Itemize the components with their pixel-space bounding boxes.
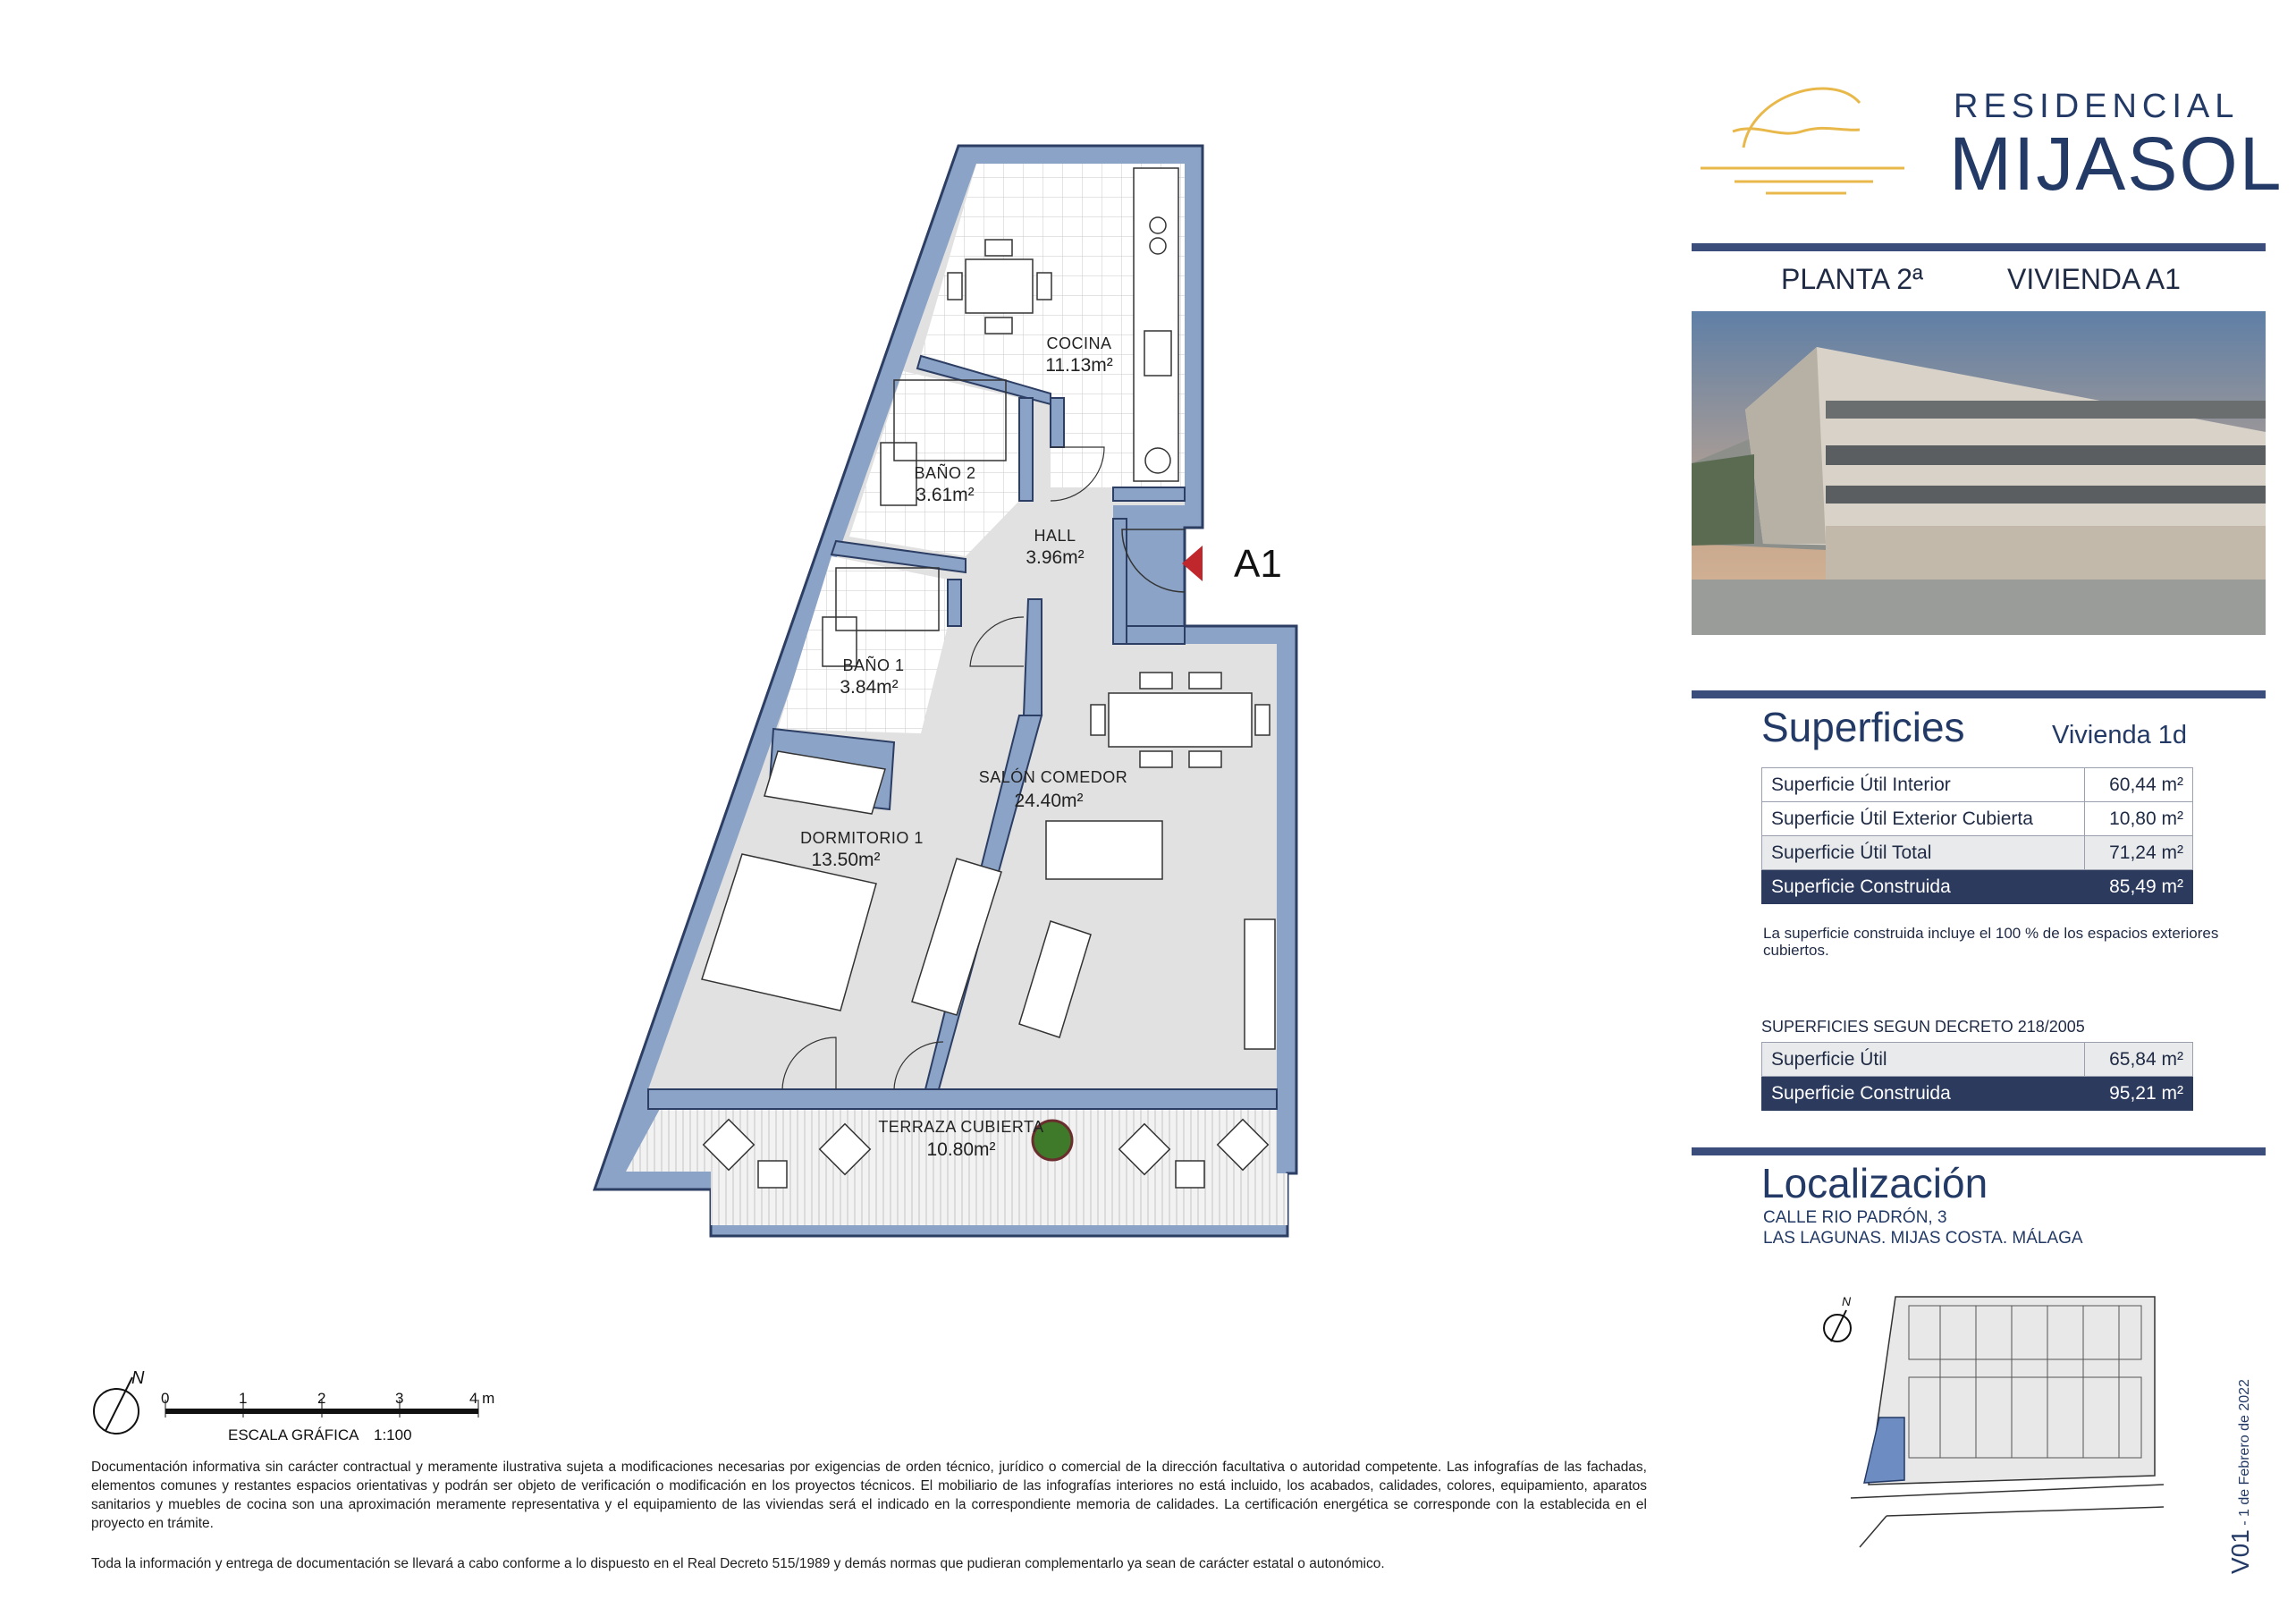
disclaimer-paragraph: Documentación informativa sin carácter contractual y meramente ilustrativa sujeta a modificaciones necesarias por exigencias de orden técnico, jurídico o comercial de la dirección facultativa o autoridad competente. Las infografías de las fachadas, elementos comunes y restantes espacios orientativas y podrán ser objeto de verificación o modificación en los proyectos técnicos. El mobiliario de las infografías interiores no está incluido, los acabados, calidades, colores, equipamiento, aparatos sanitarios y muebles de cocina son una aproximación meramente representativa y el equipamiento de las viviendas será el indicado en la correspondiente memoria de calidades. La certificación energética se corresponde con la establecida en el proyecto en trámite. [91, 1460, 1647, 1531]
room-name-dormitorio: DORMITORIO 1 [800, 829, 924, 847]
room-name-bano2: BAÑO 2 [914, 464, 976, 482]
version-date: - 1 de Febrero de 2022 [2237, 1379, 2252, 1526]
version-stamp [2226, 1379, 2255, 1574]
scale-tick: 2 [317, 1390, 326, 1407]
table-cell-label: Superficie Útil [1762, 1043, 2085, 1077]
table-cell-value: 71,24 m² [2085, 836, 2193, 870]
superficies-table [1761, 767, 2193, 904]
brand-logo-icon [1690, 67, 1913, 201]
room-area-bano2: 3.61m² [916, 485, 975, 505]
localizacion-title: Localización [1761, 1160, 1988, 1206]
scale-bar [94, 1368, 494, 1443]
scale-tick: 3 [395, 1390, 404, 1407]
table-row [1762, 1077, 2193, 1111]
table-row [1762, 836, 2193, 870]
brand-line2: MIJASOL [1949, 122, 2283, 206]
decreto-title: SUPERFICIES SEGUN DECRETO 218/2005 [1761, 1018, 2085, 1036]
room-name-hall: HALL [1034, 527, 1076, 545]
table-cell-value: 10,80 m² [2085, 802, 2193, 836]
site-plan [1815, 1279, 2164, 1556]
table-cell-value: 85,49 m² [2085, 870, 2193, 904]
divider-bar [1692, 690, 2266, 698]
table-cell-value: 95,21 m² [2085, 1077, 2193, 1111]
divider-bar [1692, 1147, 2266, 1155]
room-area-dormitorio: 13.50m² [811, 850, 881, 870]
address-line2: LAS LAGUNAS. MIJAS COSTA. MÁLAGA [1763, 1229, 2083, 1248]
disclaimer-paragraph: Toda la información y entrega de documentación se llevará a cabo conforme a lo dispuesto en el Real Decreto 515/1989 y demás normas que pudieran complementarlo ya sean de carácter estatal o autonómico. [91, 1556, 1385, 1571]
vivienda-label: VIVIENDA A1 [2007, 263, 2181, 295]
table-row [1762, 1043, 2193, 1077]
table-cell-label: Superficie Útil Exterior Cubierta [1762, 802, 2085, 836]
room-area-hall: 3.96m² [1026, 547, 1085, 568]
brand-line1: RESIDENCIAL [1954, 88, 2240, 125]
table-cell-label: Superficie Construida [1762, 870, 2085, 904]
room-area-bano1: 3.84m² [840, 677, 899, 698]
room-area-terraza: 10.80m² [926, 1139, 996, 1160]
table-cell-value: 65,84 m² [2085, 1043, 2193, 1077]
table-cell-value: 60,44 m² [2085, 768, 2193, 802]
table-row [1762, 802, 2193, 836]
address-line1: CALLE RIO PADRÓN, 3 [1763, 1208, 1947, 1227]
north-label: N [131, 1368, 145, 1388]
room-name-bano1: BAÑO 1 [842, 656, 905, 674]
superficies-note: La superficie construida incluye el 100 % de los espacios exteriores cubiertos. [1763, 925, 2219, 959]
scale-label: ESCALA GRÁFICA [228, 1426, 359, 1443]
superficies-title: Superficies [1761, 704, 1965, 750]
room-name-cocina: COCINA [1046, 334, 1112, 352]
table-row [1762, 768, 2193, 802]
table-cell-label: Superficie Útil Interior [1762, 768, 2085, 802]
scale-ratio: 1:100 [374, 1426, 412, 1443]
vivienda-type: Vivienda 1d [2052, 721, 2188, 749]
svg-text:N: N [1842, 1294, 1852, 1308]
unit-marker: A1 [1234, 542, 1282, 586]
table-row [1762, 870, 2193, 904]
scale-tick: 0 [161, 1390, 170, 1407]
room-name-terraza: TERRAZA CUBIERTA [878, 1118, 1044, 1136]
room-area-cocina: 11.13m² [1045, 355, 1113, 376]
building-render [1692, 311, 2266, 635]
table-cell-label: Superficie Construida [1762, 1077, 2085, 1111]
planta-label: PLANTA 2ª [1781, 263, 1923, 295]
divider-bar [1692, 243, 2266, 251]
scale-tick: 1 [239, 1390, 248, 1407]
scale-tick: 4 m [469, 1390, 495, 1407]
decreto-table [1761, 1042, 2193, 1111]
version-code: V01 [2226, 1529, 2254, 1574]
room-name-salon: SALÓN COMEDOR [978, 768, 1128, 786]
room-area-salon: 24.40m² [1014, 791, 1084, 811]
table-cell-label: Superficie Útil Total [1762, 836, 2085, 870]
